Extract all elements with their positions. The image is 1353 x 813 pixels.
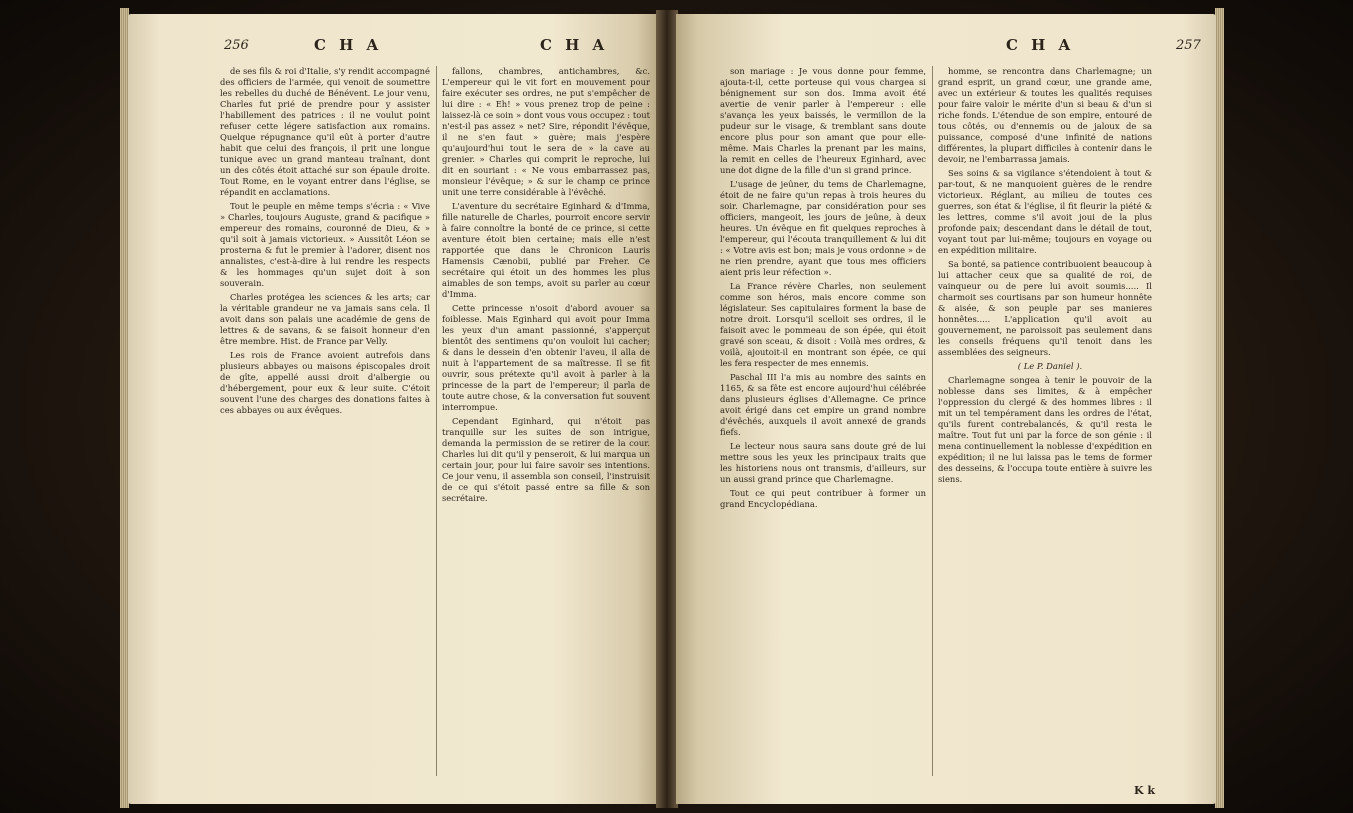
paragraph: La France révère Charles, non seulement comme son héros, mais encore comme son législateur. Ses capitulaires forment la base de notre droit. Lorsqu'il scelloit ses ordres, il le faisoit avec le pommeau de son épée, qui étoit gravé son sceau, & disoit : Voilà mes ordres, & voilà, ajoutoit-il en montrant son épée, ce qui les fera respecter de mes ennemis. — [720, 281, 926, 368]
paragraph: ( Le P. Daniel ). — [1017, 361, 1083, 371]
paragraph: Charlemagne songea à tenir le pouvoir de la noblesse dans ses limites, & à empêcher l'oppression du clergé & des hommes libres : il mit un tel tempérament dans les ordres de l'état, qu'ils furent contrebalancés, & qu'il resta le maître. Tout fut uni par la force de son génie : il mena continuellement la noblesse d'expédition en expédition; il ne lui laissa pas le tems de former des desseins, & l'occupa toute entière à suivre les siens. — [938, 375, 1152, 484]
text-column-1 — [220, 66, 430, 786]
paragraph: Tout ce qui peut contribuer à former un grand Encyclopédiana. — [720, 488, 926, 509]
paragraph: Cependant Eginhard, qui n'étoit pas tranquille sur les suites de son intrigue, demanda la permission de se retirer de la cour. Charles lui dit qu'il y penseroit, & lui marqua un certain jour, pour lui faire savoir ses intentions. Ce jour venu, il assembla son conseil, l'instruisit de ce qui s'étoit passé entre sa fille & son secrétaire. — [442, 416, 650, 503]
paragraph: Les rois de France avoient autrefois dans plusieurs abbayes ou maisons épiscopales droit de gîte, appellé aussi droit d'albergie ou d'hébergement, pour eux & leur suite. C'étoit souvent l'une des charges des donations faites à ces abbayes ou aux évêques. — [220, 350, 430, 415]
paragraph: homme, se rencontra dans Charlemagne; un grand esprit, un grand cœur, une grande ame, avec un extérieur & toutes les qualités requises pour faire valoir le mérite d'un si beau & d'un si riche fonds. L'étendue de son empire, entouré de tous côtés, ou d'ennemis ou de jaloux de sa puissance, composé d'une infinité de nations différentes, la plupart difficiles à contenir dans le devoir, ne l'embarrassa jamais. — [938, 66, 1152, 164]
paragraph: Charles protégea les sciences & les arts; car la véritable grandeur ne va jamais sans cela. Il avoit dans son palais une académie de gens de lettres & de savans, & se faisoit honneur d'en être membre. Hist. de France par Velly. — [220, 292, 430, 346]
column-rule — [932, 66, 933, 776]
page-number: 256 — [224, 38, 249, 53]
right-page — [676, 14, 1216, 804]
left-page — [128, 14, 658, 804]
paragraph: Ses soins & sa vigilance s'étendoient à tout & par-tout, & ne manquoient guères de le rendre victorieux. Réglant, au milieu de toutes ces guerres, son état & l'église, il fit fleurir la piété & les lettres, comme s'il avoit joui de la plus profonde paix; descendant dans le détail de tout, voyant tout par lui-même; toujours en voyage ou en expédition militaire. — [938, 168, 1152, 255]
running-head: C H A — [1006, 36, 1075, 54]
paragraph: fallons, chambres, antichambres, &c. L'empereur qui le vit fort en mouvement pour faire exécuter ses ordres, ne put s'empêcher de lui dire : « Eh! » vous prenez trop de peine : laissez-là ce soin » dont vous vous occupez : tout n'est-il pas assez » net? Sire, répondit l'évêque, il ne s'en faut » guère; mais j'espère qu'aujourd'hui tout le sera de » la cave au grenier. » Charles qui comprit le reproche, lui dit en souriant : « Ne vous embarrassez pas, monsieur l'évêque; » & sur le champ ce prince unit une terre considérable à l'évêché. — [442, 66, 650, 197]
paragraph: de ses fils & roi d'Italie, s'y rendit accompagné des officiers de l'armée, qui venoit de soumettre les rebelles du duché de Bénévent. Le jour venu, Charles fut prié de prendre pour y assister l'habillement des patrices : il ne voulut point refuser cette légere satisfaction aux romains. Quelque répugnance qu'il eût à porter d'autre habit que celui des françois, il prit une longue tunique avec un grand manteau traînant, dont un des côtés étoit attaché sur son épaule droite. Tout Rome, en le voyant entrer dans l'église, se répandit en acclamations. — [220, 66, 430, 197]
paragraph: L'aventure du secrétaire Eginhard & d'Imma, fille naturelle de Charles, pourroit encore servir à faire connoître la bonté de ce prince, si cette aventure étoit bien certaine; mais elle n'est rapportée que dans le Chronicon Lauris Hamensis Cænobii, publié par Freher. Ce secrétaire qui étoit un des hommes les plus aimables de son temps, avoit su parler au cœur d'Imma. — [442, 201, 650, 299]
right-page-edges — [1215, 8, 1224, 808]
text-column-1 — [720, 66, 926, 786]
paragraph: Tout le peuple en même temps s'écria : « Vive » Charles, toujours Auguste, grand & pacifique » empereur des romains, couronné de Dieu, & » qu'il soit à jamais victorieux. » Aussitôt Léon se prosterna & fut le premier à l'adorer, disent nos annalistes, c'est-à-dire à lui rendre les respects & les hommages qu'un sujet doit à son souverain. — [220, 201, 430, 288]
text-column-2 — [442, 66, 650, 786]
running-head-left: C H A — [314, 36, 383, 54]
paragraph: L'usage de jeûner, du tems de Charlemagne, étoit de ne faire qu'un repas à trois heures du soir. Charlemagne, par considération pour ses officiers, mangeoit, les jours de jeûne, à deux heures. Un évêque en fit quelques reproches à l'empereur, qui l'écouta tranquillement & lui dit : « Votre avis est bon; mais je vous ordonne » de ne rien prendre, ayant que tous mes officiers aient pris leur réfection ». — [720, 179, 926, 277]
paragraph: Cette princesse n'osoit d'abord avouer sa foiblesse. Mais Eginhard qui avoit pour Imma les yeux d'un amant passionné, s'apperçut bientôt des sentimens qu'on vouloit lui cacher; & dans le dessein d'en obtenir l'aveu, il alla de nuit à l'appartement de sa maîtresse. Il se fit ouvrir, sous prétexte qu'il avoit à parler à la princesse de la part de l'empereur; il parla de toute autre chose, & la conversation fut souvent interrompue. — [442, 303, 650, 412]
running-head-right: C H A — [540, 36, 609, 54]
signature-mark: K k — [1134, 784, 1156, 797]
book-gutter — [656, 10, 678, 808]
paragraph: Sa bonté, sa patience contribuoient beaucoup à lui attacher ceux que sa qualité de roi, de vainqueur ou de pere lui avoit soumis..... Il charmoit ses courtisans par son humeur honnête & aisée, & son peuple par ses manieres honnêtes..... L'application qu'il avoit au gouvernement, ne paroissoit pas seulement dans les conseils fréquens qu'il tenoit dans les assemblées des seigneurs. — [938, 259, 1152, 357]
paragraph: son mariage : Je vous donne pour femme, ajouta-t-il, cette porteuse qui vous chargea si bénignement sur son dos. Imma avoit été avertie de venir parler à l'empereur : elle s'avança les yeux baissés, le vermillon de la pudeur sur le visage, & tremblant sans doute encore plus pour son amant que pour elle-même. Mais Charles la prenant par les mains, la remit en celles de l'heureux Eginhard, avec une dot digne de la fille d'un si grand prince. — [720, 66, 926, 175]
paragraph: Le lecteur nous saura sans doute gré de lui mettre sous les yeux les principaux traits que les historiens nous ont transmis, d'ailleurs, sur un aussi grand prince que Charlemagne. — [720, 441, 926, 484]
paragraph: Paschal III l'a mis au nombre des saints en 1165, & sa fête est encore aujourd'hui célébrée dans plusieurs églises d'Allemagne. Ce prince avoit érigé dans cet empire un grand nombre d'évêchés, auxquels il avoit annexé de grands fiefs. — [720, 372, 926, 437]
column-rule — [436, 66, 437, 776]
page-number: 257 — [1176, 38, 1201, 53]
text-column-2 — [938, 66, 1152, 786]
